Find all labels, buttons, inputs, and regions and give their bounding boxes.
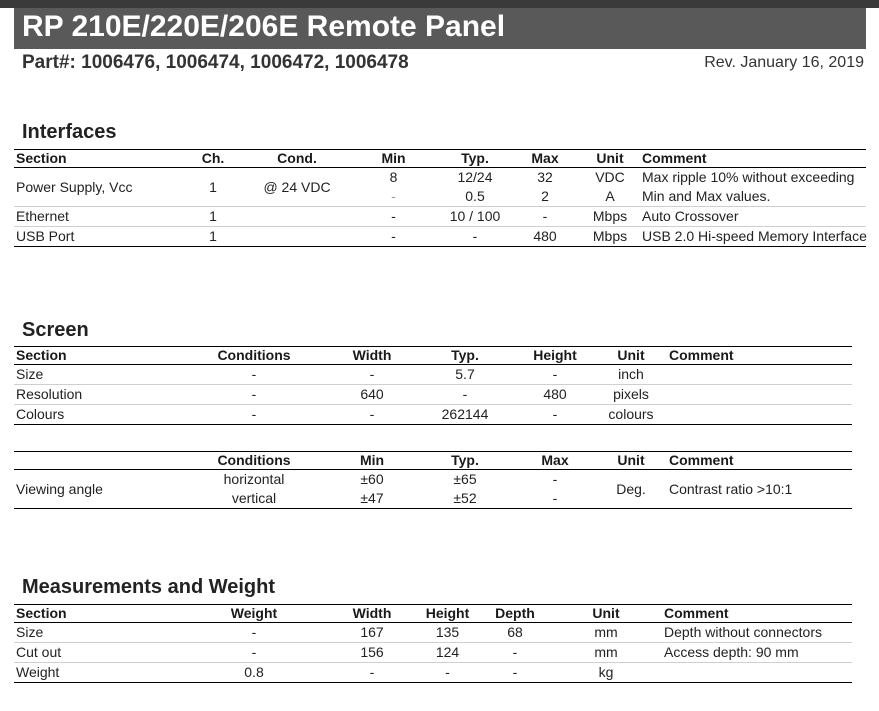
cell-width: 167 xyxy=(329,623,415,643)
cell-max xyxy=(515,470,595,509)
col-unit: Unit xyxy=(595,347,667,365)
cell-unit: mm xyxy=(550,643,662,663)
cell-cond xyxy=(247,207,347,227)
cell-max xyxy=(510,168,580,207)
col-width: Width xyxy=(329,605,415,623)
col-section: Section xyxy=(14,150,179,168)
cell-section: Weight xyxy=(14,663,179,683)
value: VDC xyxy=(595,169,625,185)
cell-ch: 1 xyxy=(179,168,247,207)
value: ±47 xyxy=(360,490,384,506)
cell-comment xyxy=(667,385,852,405)
col-section: Section xyxy=(14,347,179,365)
value: A xyxy=(605,188,615,204)
value: vertical xyxy=(231,490,277,506)
cell-typ: 10 / 100 xyxy=(440,207,510,227)
cell-comment: USB 2.0 Hi-speed Memory Interface xyxy=(640,227,866,247)
cell-typ: - xyxy=(415,385,515,405)
col-weight: Weight xyxy=(179,605,329,623)
cell-section: USB Port xyxy=(14,227,179,247)
col-ch: Ch. xyxy=(179,150,247,168)
interfaces-header-row xyxy=(14,150,866,168)
col-width: Width xyxy=(329,347,415,365)
viewing-angle-table xyxy=(14,451,852,509)
cell-conditions xyxy=(179,470,329,509)
cell-typ: 262144 xyxy=(415,405,515,425)
cell-width: 640 xyxy=(329,385,415,405)
value: ±65 xyxy=(453,471,477,487)
col-max: Max xyxy=(510,150,580,168)
value: 2 xyxy=(541,188,549,204)
cell-section: Viewing angle xyxy=(14,470,179,509)
cell-max: 480 xyxy=(510,227,580,247)
cell-width: 156 xyxy=(329,643,415,663)
table-row xyxy=(14,643,852,663)
cell-section: Resolution xyxy=(14,385,179,405)
cell-height: 135 xyxy=(415,623,480,643)
cell-typ: - xyxy=(440,227,510,247)
value: Max ripple 10% without exceeding xyxy=(642,169,855,185)
table-row xyxy=(14,385,852,405)
screen-table xyxy=(14,346,852,425)
cell-comment: Depth without connectors xyxy=(662,623,852,643)
interfaces-table xyxy=(14,149,866,247)
value: - xyxy=(391,188,396,204)
cell-section: Ethernet xyxy=(14,207,179,227)
col-typ: Typ. xyxy=(440,150,510,168)
part-numbers: Part#: 1006476, 1006474, 1006472, 1006478 xyxy=(22,52,409,73)
cell-ch: 1 xyxy=(179,227,247,247)
cell-unit: inch xyxy=(595,365,667,385)
cell-ch: 1 xyxy=(179,207,247,227)
cell-width: - xyxy=(329,405,415,425)
cell-conditions: - xyxy=(179,385,329,405)
revision-date: Rev. January 16, 2019 xyxy=(704,54,864,71)
measurements-header-row xyxy=(14,605,852,623)
table-row xyxy=(14,168,866,207)
cell-depth: 68 xyxy=(480,623,550,643)
cell-unit: mm xyxy=(550,623,662,643)
cell-cond: @ 24 VDC xyxy=(247,168,347,207)
cell-height: 124 xyxy=(415,643,480,663)
col-comment: Comment xyxy=(640,150,866,168)
value: Min and Max values. xyxy=(642,188,771,204)
col-section xyxy=(14,452,179,470)
value: 32 xyxy=(537,169,553,185)
document-title: RP 210E/220E/206E Remote Panel xyxy=(14,8,866,49)
cell-section: Size xyxy=(14,365,179,385)
col-height: Height xyxy=(515,347,595,365)
table-row xyxy=(14,405,852,425)
col-comment: Comment xyxy=(667,347,852,365)
cell-min: - xyxy=(347,227,440,247)
table-row xyxy=(14,663,852,683)
cell-unit: Deg. xyxy=(595,470,667,509)
cell-section: Cut out xyxy=(14,643,179,663)
cell-weight: - xyxy=(179,643,329,663)
col-unit: Unit xyxy=(580,150,640,168)
cell-min: - xyxy=(347,207,440,227)
col-max: Max xyxy=(515,452,595,470)
cell-width: - xyxy=(329,663,415,683)
cell-height: - xyxy=(515,365,595,385)
cell-comment: Contrast ratio >10:1 xyxy=(667,470,852,509)
cell-comment: Auto Crossover xyxy=(640,207,866,227)
cell-section: Size xyxy=(14,623,179,643)
col-height: Height xyxy=(415,605,480,623)
measurements-heading: Measurements and Weight xyxy=(22,576,276,598)
value: ±52 xyxy=(453,490,477,506)
value: horizontal xyxy=(223,471,285,487)
cell-unit: colours xyxy=(595,405,667,425)
table-row xyxy=(14,207,866,227)
col-unit: Unit xyxy=(550,605,662,623)
col-typ: Typ. xyxy=(415,452,515,470)
cell-min xyxy=(347,168,440,207)
measurements-table xyxy=(14,604,852,683)
table-row xyxy=(14,623,852,643)
col-typ: Typ. xyxy=(415,347,515,365)
cell-section: Colours xyxy=(14,405,179,425)
cell-weight: - xyxy=(179,623,329,643)
col-cond: Cond. xyxy=(247,150,347,168)
value: 0.5 xyxy=(465,188,485,204)
cell-conditions: - xyxy=(179,365,329,385)
cell-comment xyxy=(662,663,852,683)
value: 12/24 xyxy=(457,169,493,185)
table-row xyxy=(14,470,852,509)
col-comment: Comment xyxy=(667,452,852,470)
value: - xyxy=(552,471,558,487)
value: - xyxy=(552,490,558,506)
col-section: Section xyxy=(14,605,179,623)
cell-typ xyxy=(415,470,515,509)
screen-heading: Screen xyxy=(22,319,89,341)
screen-header-row xyxy=(14,347,852,365)
table-row xyxy=(14,227,866,247)
cell-min xyxy=(329,470,415,509)
col-conditions: Conditions xyxy=(179,452,329,470)
viewing-header-row xyxy=(14,452,852,470)
interfaces-heading: Interfaces xyxy=(22,121,117,143)
table-row xyxy=(14,365,852,385)
cell-unit: pixels xyxy=(595,385,667,405)
value: 8 xyxy=(389,169,398,185)
cell-height: - xyxy=(415,663,480,683)
cell-comment xyxy=(667,365,852,385)
top-bar xyxy=(0,0,879,8)
value: ±60 xyxy=(360,471,384,487)
cell-depth: - xyxy=(480,663,550,683)
col-conditions: Conditions xyxy=(179,347,329,365)
col-depth: Depth xyxy=(480,605,550,623)
cell-max: - xyxy=(510,207,580,227)
col-comment: Comment xyxy=(662,605,852,623)
col-unit: Unit xyxy=(595,452,667,470)
cell-unit: Mbps xyxy=(580,227,640,247)
cell-height: 480 xyxy=(515,385,595,405)
cell-conditions: - xyxy=(179,405,329,425)
cell-typ xyxy=(440,168,510,207)
cell-unit: Mbps xyxy=(580,207,640,227)
col-min: Min xyxy=(347,150,440,168)
cell-unit: kg xyxy=(550,663,662,683)
cell-comment xyxy=(667,405,852,425)
cell-height: - xyxy=(515,405,595,425)
cell-cond xyxy=(247,227,347,247)
cell-comment xyxy=(640,168,866,207)
cell-weight: 0.8 xyxy=(179,663,329,683)
col-min: Min xyxy=(329,452,415,470)
cell-width: - xyxy=(329,365,415,385)
cell-comment: Access depth: 90 mm xyxy=(662,643,852,663)
cell-unit xyxy=(580,168,640,207)
cell-typ: 5.7 xyxy=(415,365,515,385)
cell-depth: - xyxy=(480,643,550,663)
cell-section: Power Supply, Vcc xyxy=(14,168,179,207)
